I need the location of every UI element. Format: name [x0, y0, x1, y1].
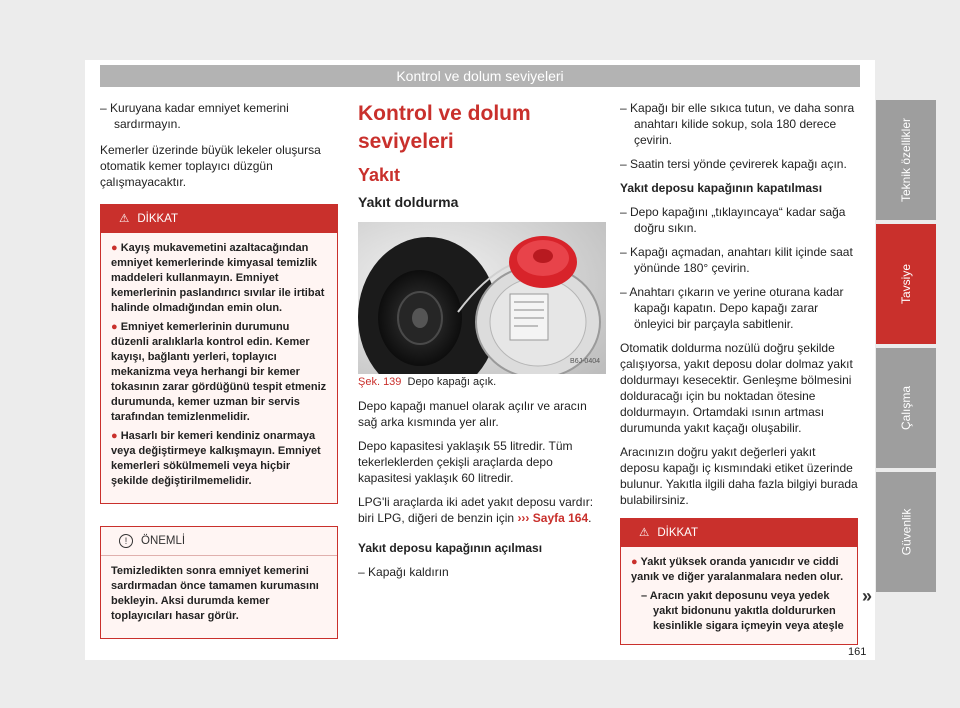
heading: Yakıt deposu kapağının kapatılması: [620, 181, 823, 195]
page-title: Kontrol ve dolum seviyeleri: [358, 102, 531, 153]
subsection-title: Yakıt doldurma: [358, 194, 459, 210]
paragraph: LPG'li araçlarda iki adet yakıt deposu vardır: biri LPG, diğeri de benzin için ››› Sayfa 164.: [358, 495, 594, 525]
column-3: [620, 100, 858, 645]
paragraph: Depo kapasitesi yaklaşık 55 litredir. Tüm tekerleklerden çekişli araçlarda depo kapasitesi yaklaşık 60 litredir.: [358, 439, 573, 485]
list-item: – Kuruyana kadar emniyet kemerini sardırmayın.: [100, 101, 289, 131]
figure-caption: Şek. 139 Depo kapağı açık.: [358, 376, 497, 388]
paragraph: Aracınızın doğru yakıt değerleri yakıt deposu kapağı iç kısmındaki etiket üzerinde bulunur. Yakıtla ilgili daha fazla bilgiyi burada bulabilirsiniz.: [620, 445, 858, 507]
warning-body: [621, 547, 857, 644]
column-1: [100, 100, 338, 639]
list-item: – Saatin tersi yönde çevirerek kapağı açın.: [620, 157, 847, 171]
list-item: – Aracın yakıt deposunu veya yedek yakıt bidonunu yakıtla doldururken kesinlikle sigara içmeyin veya ateşle: [641, 590, 844, 632]
list-item: ● Emniyet kemerlerinin durumunu düzenli aralıklarla kontrol edin. Kemer kayışı, bağlantı yerleri, toplayıcı mekanizma veya herhangi bir kemer tokasının zarar gördüğünü tespit etmeniz durumunda, kemer uzman bir servis tarafından temizlenmelidir.: [111, 321, 327, 423]
warning-body: [101, 233, 337, 503]
heading: Yakıt deposu kapağının açılması: [358, 541, 543, 555]
paragraph: Depo kapağı manuel olarak açılır ve aracın sağ arka kısmında yer alır.: [358, 399, 587, 429]
continue-mark: »: [862, 586, 873, 606]
list-item: ● Yakıt yüksek oranda yanıcıdır ve ciddi yanık ve diğer yaralanmalara neden olur.: [631, 556, 844, 583]
list-item: – Kapağı açmadan, anahtarı kilit içinde saat yönünde 180° çevirin.: [620, 245, 853, 275]
fuel-cap-figure: [358, 222, 606, 374]
paragraph: Otomatik doldurma nozülü doğru şekilde çalışıyorsa, yakıt deposu dolar dolmaz yakıt doldurmayı kesecektir. Genleşme bölmesini dolduracağı için bu noktadan ötesine doldurmayın. Ortamdaki ısının artması durumunda yakıt kaçağı oluşabilir.: [620, 341, 853, 435]
list-item: – Kapağı kaldırın: [358, 565, 449, 579]
info-icon: !: [119, 534, 133, 548]
warning-icon: ⚠: [119, 213, 130, 225]
section-title: Yakıt: [358, 165, 401, 185]
tab-teknik-ozellikler[interactable]: Teknik özellikler: [876, 100, 936, 220]
tab-tavsiye[interactable]: Tavsiye: [876, 224, 936, 344]
list-item: ● Kayış mukavemetini azaltacağından emniyet kemerlerinde kimyasal temizlik maddeleri kullanmayın. Emniyet kemerlerinin paslandırıcı sıvılar ile irtibat halinde olmadığından emin olun.: [111, 242, 325, 314]
list-item: – Depo kapağını „tıklayıncaya“ kadar sağa doğru sıkın.: [620, 205, 846, 235]
page-link[interactable]: ››› Sayfa 164: [517, 511, 589, 525]
list-item: ● Hasarlı bir kemeri kendiniz onarmaya veya değiştirmeye kalkışmayın. Emniyet kemerleri sökülmemeli veya hiçbir şekilde değiştirilmemelidir.: [111, 430, 321, 487]
tab-guvenlik[interactable]: Güvenlik: [876, 472, 936, 592]
notice-body: Temizledikten sonra emniyet kemerini sardırmadan önce tamamen kurumasını bekleyin. Aksi durumda kemer toplayıcıları hasar görür.: [111, 565, 319, 622]
fuel-cap-illustration: [358, 222, 606, 374]
warning-header: ⚠ DİKKAT: [621, 519, 857, 547]
notice-box: [100, 526, 338, 639]
figure-code: B6J-0404: [570, 358, 600, 365]
list-item: – Kapağı bir elle sıkıca tutun, ve daha sonra anahtarı kilide sokup, sola 180 derece çevirin.: [620, 101, 855, 147]
notice-header: ! ÖNEMLİ: [101, 527, 337, 556]
tab-calisma[interactable]: Çalışma: [876, 348, 936, 468]
paragraph: Kemerler üzerinde büyük lekeler oluşursa otomatik kemer toplayıcı düzgün çalışmayacaktır.: [100, 143, 321, 189]
warning-header: ⚠ DİKKAT: [101, 205, 337, 233]
column-2: [358, 100, 608, 588]
page-number: 161: [848, 646, 867, 658]
warning-box: [100, 204, 338, 504]
page-header: Kontrol ve dolum seviyeleri: [100, 65, 860, 87]
warning-icon: ⚠: [639, 527, 650, 539]
warning-box: [620, 518, 858, 645]
list-item: – Anahtarı çıkarın ve yerine oturana kadar kapağı kapatın. Depo kapağı zarar önleyici bir parçayla sabitlenir.: [620, 285, 844, 331]
